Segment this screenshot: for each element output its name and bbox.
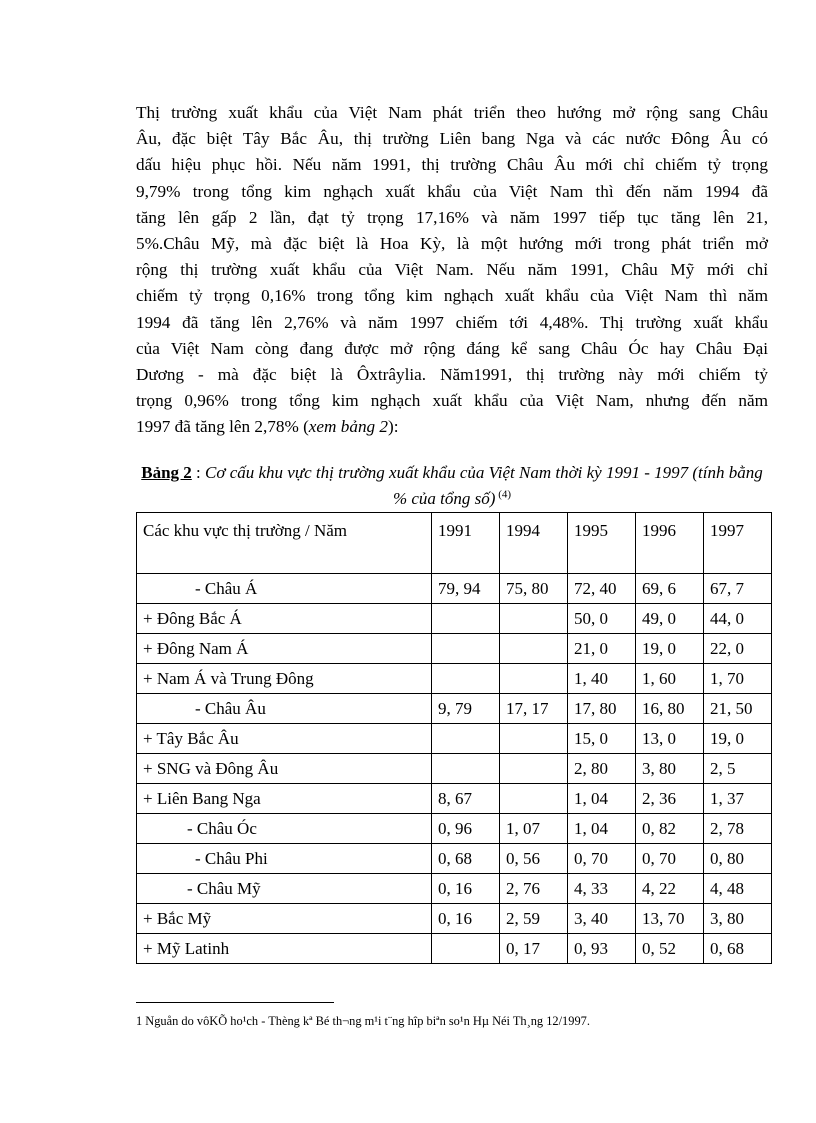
value-cell: 1, 60 [636,664,704,694]
table-row [137,574,772,604]
value-cell [432,754,500,784]
value-cell: 0, 70 [568,844,636,874]
paragraph-line: 1994 đã tăng lên 2,76% và năm 1997 chiếm tới 4,48%. Thị trường xuất khẩu [136,312,768,332]
value-cell: 4, 22 [636,874,704,904]
value-cell: 1, 37 [704,784,772,814]
value-cell: 0, 16 [432,904,500,934]
value-cell: 1, 70 [704,664,772,694]
table-caption [136,460,768,512]
value-cell [500,754,568,784]
value-cell: 17, 17 [500,694,568,724]
value-cell: 0, 68 [704,934,772,964]
header-year: 1991 [432,513,500,574]
row-label: + Liên Bang Nga [137,784,432,814]
row-label: - Châu Âu [137,694,432,724]
paragraph-line: Dương - mà đặc biệt là Ôxtrâylia. Năm1991, thị trường này mới chiếm tỷ [136,365,768,385]
value-cell: 2, 76 [500,874,568,904]
value-cell: 1, 04 [568,814,636,844]
caption-reference: (4) [495,488,512,501]
value-cell [432,664,500,694]
value-cell: 4, 33 [568,874,636,904]
value-cell: 19, 0 [704,724,772,754]
table-row [137,904,772,934]
paragraph-line: dấu hiệu phục hồi. Nếu năm 1991, thị trường Châu Âu mới chỉ chiếm tỷ trọng [136,155,768,175]
paragraph-last-suffix: ): [388,417,399,437]
value-cell: 1, 04 [568,784,636,814]
value-cell: 13, 0 [636,724,704,754]
header-year: 1995 [568,513,636,574]
row-label: + Nam Á và Trung Đông [137,664,432,694]
value-cell [432,634,500,664]
value-cell: 0, 52 [636,934,704,964]
paragraph-line: Thị trường xuất khẩu của Việt Nam phát triển theo hướng mở rộng sang Châu [136,103,768,122]
caption-text: Cơ cấu khu vực thị trường xuất khẩu của Việt Nam thời kỳ 1991 - 1997 (tính bằng % của tổng số) [205,463,763,508]
value-cell: 9, 79 [432,694,500,724]
paragraph-last-text: 1997 đã tăng lên 2,78% ( [136,417,309,437]
table-reference: xem bảng 2 [308,417,389,437]
caption-separator: : [191,463,206,482]
table-row [137,784,772,814]
row-label: + Mỹ Latinh [137,934,432,964]
value-cell [432,934,500,964]
row-label: - Châu Óc [137,814,432,844]
value-cell: 1, 07 [500,814,568,844]
table-row [137,664,772,694]
row-label: - Châu Mỹ [137,874,432,904]
value-cell [500,664,568,694]
value-cell [500,634,568,664]
value-cell: 44, 0 [704,604,772,634]
table-row [137,634,772,664]
value-cell: 72, 40 [568,574,636,604]
paragraph-line: rộng thị trường xuất khẩu của Việt Nam. Nếu năm 1991, Châu Mỹ mới chỉ [136,260,768,280]
value-cell: 50, 0 [568,604,636,634]
header-year: 1997 [704,513,772,574]
value-cell: 21, 0 [568,634,636,664]
value-cell: 17, 80 [568,694,636,724]
row-label: + Bắc Mỹ [137,904,432,934]
value-cell [432,604,500,634]
value-cell [500,784,568,814]
value-cell: 0, 93 [568,934,636,964]
value-cell: 0, 70 [636,844,704,874]
paragraph-line: Âu, đặc biệt Tây Bắc Âu, thị trường Liên bang Nga và các nước Đông Âu có [136,129,768,149]
value-cell: 67, 7 [704,574,772,604]
table-header-row [137,513,772,574]
table-row [137,814,772,844]
value-cell: 2, 78 [704,814,772,844]
value-cell: 2, 36 [636,784,704,814]
value-cell: 19, 0 [636,634,704,664]
value-cell: 49, 0 [636,604,704,634]
body-paragraph [136,100,768,441]
value-cell: 4, 48 [704,874,772,904]
value-cell [500,604,568,634]
value-cell: 0, 82 [636,814,704,844]
value-cell: 0, 96 [432,814,500,844]
value-cell: 15, 0 [568,724,636,754]
row-label: - Châu Phi [137,844,432,874]
table-row [137,874,772,904]
table-row [137,724,772,754]
value-cell: 13, 70 [636,904,704,934]
value-cell: 0, 80 [704,844,772,874]
value-cell: 75, 80 [500,574,568,604]
table-row [137,694,772,724]
value-cell: 3, 40 [568,904,636,934]
value-cell: 2, 59 [500,904,568,934]
value-cell: 0, 56 [500,844,568,874]
value-cell: 2, 5 [704,754,772,784]
paragraph-line: 9,79% trong tổng kim nghạch xuất khẩu của Việt Nam thì đến năm 1994 đã [136,181,768,201]
paragraph-line [136,414,768,440]
row-label: + Tây Bắc Âu [137,724,432,754]
header-year: 1996 [636,513,704,574]
value-cell: 69, 6 [636,574,704,604]
value-cell: 0, 16 [432,874,500,904]
value-cell: 1, 40 [568,664,636,694]
value-cell: 8, 67 [432,784,500,814]
paragraph-line: của Việt Nam còng đang được mở rộng đáng kể sang Châu Óc hay Châu Đại [136,338,768,358]
value-cell: 16, 80 [636,694,704,724]
header-year: 1994 [500,513,568,574]
paragraph-line: trọng 0,96% trong tổng kim nghạch xuất khẩu của Việt Nam, nhưng đến năm [136,391,768,411]
table-row [137,844,772,874]
value-cell: 2, 80 [568,754,636,784]
value-cell: 0, 68 [432,844,500,874]
value-cell: 3, 80 [636,754,704,784]
value-cell [432,724,500,754]
row-label: + SNG và Đông Âu [137,754,432,784]
value-cell: 0, 17 [500,934,568,964]
row-label: - Châu Á [137,574,432,604]
value-cell [500,724,568,754]
value-cell: 21, 50 [704,694,772,724]
table-row [137,604,772,634]
header-region-year: Các khu vực thị trường / Năm [137,513,432,574]
row-label: + Đông Bắc Á [137,604,432,634]
market-structure-table [136,512,772,964]
table-row [137,934,772,964]
paragraph-line: chiếm tỷ trọng 0,16% trong tổng kim nghạch xuất khẩu của Việt Nam thì năm [136,286,768,306]
value-cell: 79, 94 [432,574,500,604]
caption-label: Bảng 2 [141,463,192,482]
footnote: 1 Nguån do vôKÕ ho¹ch - Thèng kª Bé th¬ng m¹i t¨ng hîp biªn so¹n Hµ Néi Th¸ng 12/1997. [136,1014,590,1028]
paragraph-line: tăng lên gấp 2 lần, đạt tỷ trọng 17,16% và năm 1997 tiếp tục tăng lên 21, [136,207,768,227]
paragraph-line: 5%.Châu Mỹ, mà đặc biệt là Hoa Kỳ, là một hướng mới trong phát triển mở [136,234,768,254]
value-cell: 3, 80 [704,904,772,934]
row-label: + Đông Nam Á [137,634,432,664]
table-row [137,754,772,784]
footnote-separator [136,1002,334,1003]
value-cell: 22, 0 [704,634,772,664]
